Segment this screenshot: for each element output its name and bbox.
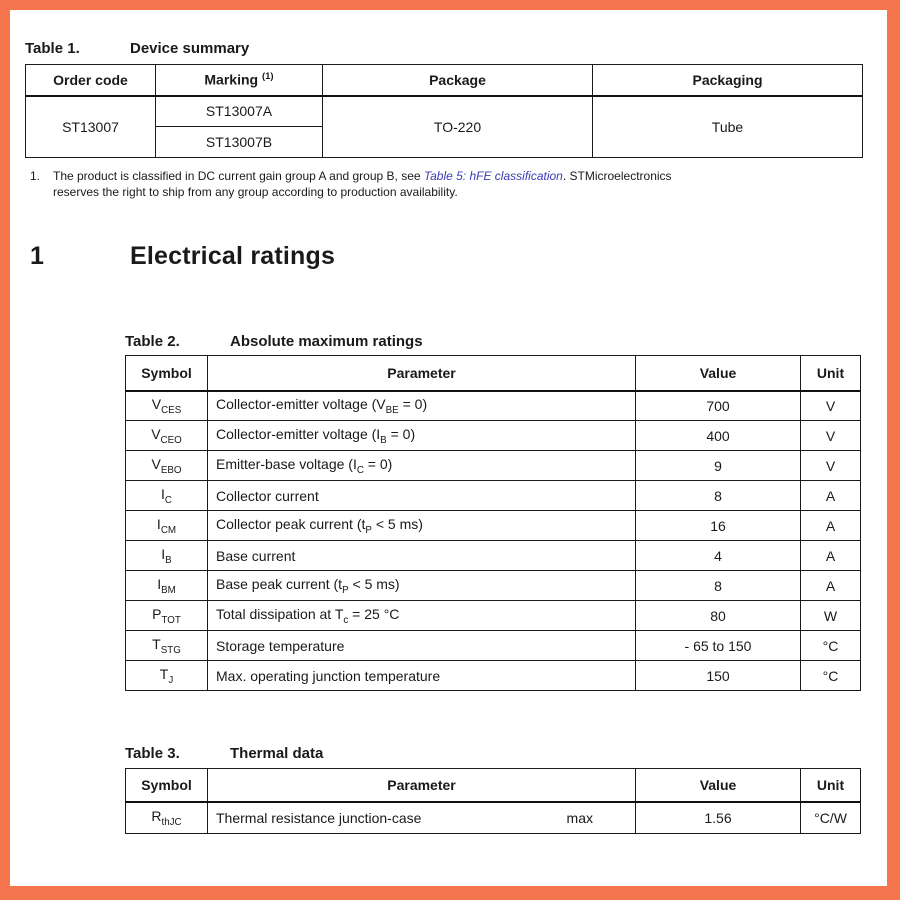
table3-header-row xyxy=(126,769,861,802)
table-row xyxy=(126,391,861,421)
value-cell: - 65 to 150 xyxy=(636,631,801,661)
value-cell: 16 xyxy=(636,511,801,541)
unit-cell: A xyxy=(801,481,861,511)
packaging-cell: Tube xyxy=(593,96,863,158)
table-row xyxy=(126,541,861,571)
symbol-cell: $I_{BM}$ xyxy=(126,571,208,601)
footnote-1 xyxy=(30,168,887,200)
table-row xyxy=(126,802,861,834)
symbol-cell: $V_{EBO}$ xyxy=(126,451,208,481)
table5-hfe-classification-link[interactable]: Table 5: hFE classification xyxy=(423,169,563,183)
table1-caption xyxy=(25,40,887,57)
column-header-symbol: Symbol xyxy=(126,769,208,802)
table3-caption-label: Table 3. xyxy=(125,745,180,763)
table1-header-row xyxy=(26,65,863,96)
value-cell: 700 xyxy=(636,391,801,421)
table1-device-summary xyxy=(25,64,863,158)
footnote-text-after-link: . STMicroelectronics xyxy=(562,169,672,183)
package-cell: TO-220 xyxy=(323,96,593,158)
column-header-value: Value xyxy=(636,356,801,391)
symbol-cell: $I_C$ xyxy=(126,481,208,511)
unit-cell: A xyxy=(801,541,861,571)
table3-caption xyxy=(125,745,887,762)
unit-cell: A xyxy=(801,511,861,541)
table-row xyxy=(126,571,861,601)
value-cell: 8 xyxy=(636,571,801,601)
symbol-cell: $P_{TOT}$ xyxy=(126,601,208,631)
parameter-cell: Storage temperature xyxy=(208,631,636,661)
value-cell: 8 xyxy=(636,481,801,511)
section-title: Electrical ratings xyxy=(130,242,336,271)
column-header-value: Value xyxy=(636,769,801,802)
symbol-cell: $R_{thJC}$ xyxy=(126,802,208,834)
parameter-cell: Emitter-base voltage $(I_C = 0)$ xyxy=(208,451,636,481)
unit-cell: °C xyxy=(801,661,861,691)
datasheet-page xyxy=(10,10,887,886)
table3-body xyxy=(126,802,861,834)
table-row xyxy=(126,661,861,691)
value-cell: 1.56 xyxy=(636,802,801,834)
column-header-package: Package xyxy=(323,65,593,96)
unit-cell: A xyxy=(801,571,861,601)
table2-caption xyxy=(125,333,887,350)
table-row xyxy=(126,511,861,541)
value-cell: 150 xyxy=(636,661,801,691)
section-heading xyxy=(30,242,887,271)
unit-cell: W xyxy=(801,601,861,631)
parameter-cell: Total dissipation at $T_c = 25$ °C xyxy=(208,601,636,631)
table-row xyxy=(126,601,861,631)
footnote-text-before-link: The product is classified in DC current gain group A and group B, see xyxy=(53,169,424,183)
table2-body xyxy=(126,391,861,691)
table2-caption-title: Absolute maximum ratings xyxy=(230,333,423,351)
column-header-order-code: Order code xyxy=(26,65,156,96)
table2-header-row xyxy=(126,356,861,391)
value-cell: 400 xyxy=(636,421,801,451)
symbol-cell: $T_J$ xyxy=(126,661,208,691)
column-header-parameter: Parameter xyxy=(208,769,636,802)
symbol-cell: $V_{CEO}$ xyxy=(126,421,208,451)
unit-cell: °C/W xyxy=(801,802,861,834)
order-code-cell: ST13007 xyxy=(26,96,156,158)
section-number: 1 xyxy=(30,242,45,271)
table-row xyxy=(126,631,861,661)
column-header-parameter: Parameter xyxy=(208,356,636,391)
parameter-cell: max Thermal resistance junction-case xyxy=(208,802,636,834)
table3-thermal-data xyxy=(125,768,861,834)
marking-cell: ST13007B xyxy=(156,127,323,158)
table1-caption-label: Table 1. xyxy=(25,40,80,57)
column-header-packaging: Packaging xyxy=(593,65,863,96)
footnote-text xyxy=(53,168,833,200)
table-row xyxy=(126,451,861,481)
unit-cell: V xyxy=(801,391,861,421)
parameter-cell: Collector-emitter voltage $(V_{BE} = 0)$ xyxy=(208,391,636,421)
parameter-note: max xyxy=(566,810,593,827)
table1-caption-title: Device summary xyxy=(130,40,250,57)
symbol-cell: $I_B$ xyxy=(126,541,208,571)
parameter-cell: Collector current xyxy=(208,481,636,511)
column-header-unit: Unit xyxy=(801,769,861,802)
table-row xyxy=(26,96,863,127)
footnote-number: 1. xyxy=(30,169,41,183)
table-row xyxy=(126,481,861,511)
parameter-cell: Max. operating junction temperature xyxy=(208,661,636,691)
parameter-cell: Collector-emitter voltage $(I_B = 0)$ xyxy=(208,421,636,451)
symbol-cell: $V_{CES}$ xyxy=(126,391,208,421)
symbol-cell: $T_{STG}$ xyxy=(126,631,208,661)
value-cell: 4 xyxy=(636,541,801,571)
symbol-cell: $I_{CM}$ xyxy=(126,511,208,541)
column-header-marking: Marking $^{(1)}$ xyxy=(156,65,323,96)
parameter-cell: Collector peak current ($t_P < 5$ ms) xyxy=(208,511,636,541)
column-header-symbol: Symbol xyxy=(126,356,208,391)
table-row xyxy=(126,421,861,451)
value-cell: 80 xyxy=(636,601,801,631)
marking-cell: ST13007A xyxy=(156,96,323,127)
value-cell: 9 xyxy=(636,451,801,481)
unit-cell: V xyxy=(801,451,861,481)
table2-caption-label: Table 2. xyxy=(125,333,180,351)
parameter-cell: Base peak current ($t_P < 5$ ms) xyxy=(208,571,636,601)
unit-cell: V xyxy=(801,421,861,451)
table2-absolute-maximum-ratings xyxy=(125,355,861,691)
column-header-unit: Unit xyxy=(801,356,861,391)
footnote-text-line2: reserves the right to ship from any group according to production availability. xyxy=(53,185,458,200)
table3-caption-title: Thermal data xyxy=(230,745,324,763)
unit-cell: °C xyxy=(801,631,861,661)
parameter-cell: Base current xyxy=(208,541,636,571)
